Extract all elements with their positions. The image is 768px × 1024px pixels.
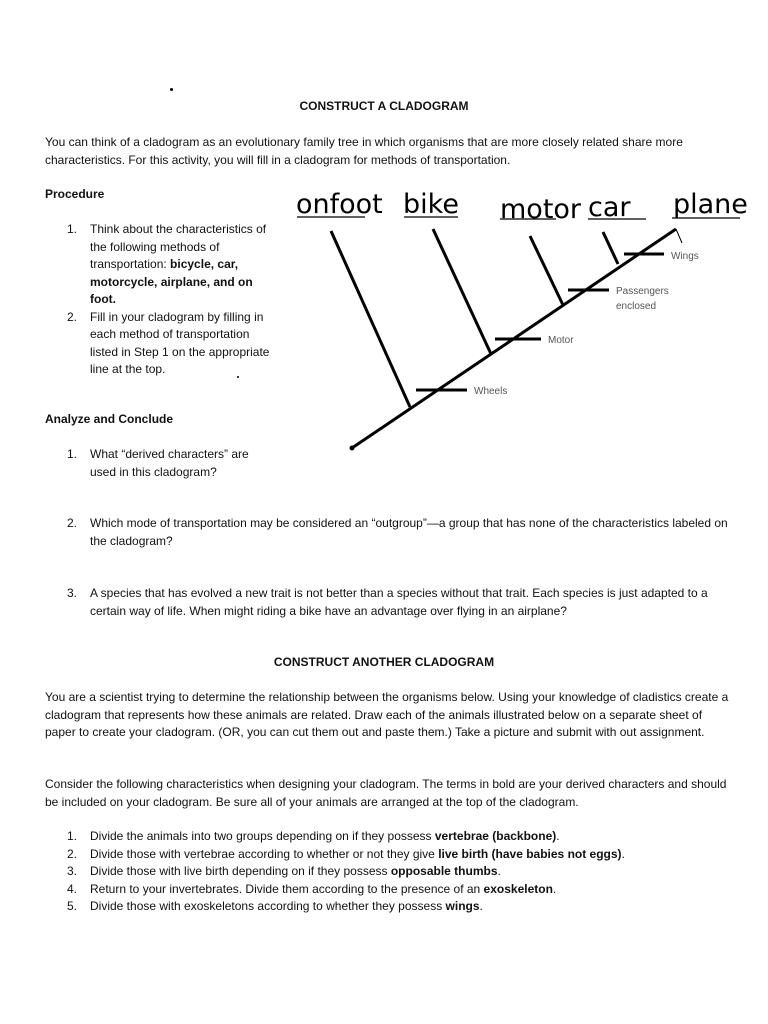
analyze-list-2 bbox=[45, 515, 735, 550]
list-text: What “derived characters” are used in this cladogram? bbox=[90, 447, 249, 479]
list-number: 3. bbox=[67, 586, 78, 600]
list-number: 1. bbox=[67, 829, 78, 843]
list-item bbox=[45, 515, 735, 550]
list-number: 2. bbox=[67, 309, 78, 324]
branch-onfoot bbox=[331, 231, 410, 407]
label-plane: plane bbox=[673, 189, 748, 220]
list-text: Which mode of transportation may be considered an “outgroup”—a group that has none of the characteristics labeled on the cladogram? bbox=[90, 516, 728, 548]
label-car: car bbox=[588, 192, 631, 223]
procedure-heading: Procedure bbox=[45, 187, 105, 201]
list-number: 5. bbox=[67, 899, 78, 913]
list-text-bold: live birth (have babies not eggs) bbox=[438, 846, 622, 861]
list-text: Divide those with live birth depending on if they possess bbox=[90, 864, 391, 878]
list-number: 2. bbox=[67, 846, 78, 861]
list-text: . bbox=[497, 864, 501, 878]
list-item bbox=[45, 898, 735, 916]
label-onfoot: onfoot bbox=[296, 189, 383, 220]
branches bbox=[331, 229, 618, 407]
list-text: . bbox=[479, 899, 483, 913]
analyze-list-3 bbox=[45, 585, 735, 620]
branch-bike bbox=[433, 229, 491, 354]
list-text: . bbox=[552, 881, 557, 896]
steps-list bbox=[45, 828, 735, 916]
list-text-bold: exoskeleton bbox=[483, 881, 553, 896]
list-number: 4. bbox=[67, 881, 78, 896]
list-item bbox=[45, 828, 735, 846]
branch-car bbox=[603, 232, 618, 264]
page-title: CONSTRUCT A CLADOGRAM bbox=[299, 99, 469, 113]
list-text: . bbox=[621, 846, 625, 861]
list-item bbox=[45, 585, 735, 620]
list-number: 1. bbox=[67, 222, 78, 236]
list-number: 2. bbox=[67, 516, 78, 530]
trait-label-line: Passengers bbox=[616, 286, 669, 297]
analyze-heading: Analyze and Conclude bbox=[45, 412, 174, 426]
label-bike: bike bbox=[403, 189, 459, 220]
trait-label-wheels: Wheels bbox=[474, 386, 508, 397]
list-text: Fill in your cladogram by filling in each method of transportation listed in Step 1 on the appropriate line at the top. bbox=[90, 309, 270, 376]
plane-tick bbox=[676, 229, 682, 243]
list-number: 3. bbox=[67, 864, 78, 878]
trait-label-wings: Wings bbox=[671, 251, 699, 262]
trait-label-line: enclosed bbox=[616, 301, 657, 312]
list-text: Return to your invertebrates. Divide them according to the presence of an bbox=[90, 881, 484, 896]
root-node bbox=[350, 446, 355, 451]
branch-motor bbox=[530, 236, 563, 305]
list-item bbox=[45, 863, 735, 881]
label-motor: motor bbox=[500, 194, 582, 225]
list-number: 1. bbox=[67, 447, 78, 461]
list-item bbox=[45, 881, 735, 899]
list-item bbox=[45, 846, 735, 864]
paragraph-characteristics: Consider the following characteristics when designing your cladogram. The terms in bold are your derived characters and should be included on your cladogram. Be sure all of your animals are arranged at the top of the cladogram. bbox=[45, 777, 727, 809]
list-text: Think about the characteristics of the following methods of transportation: bbox=[90, 222, 267, 271]
list-text: Divide the animals into two groups depending on if they possess bbox=[90, 829, 435, 843]
list-text-bold: bicycle, car, motorcycle, airplane, and on foot. bbox=[90, 257, 253, 306]
list-text: Divide those with vertebrae according to whether or not they give bbox=[90, 846, 439, 861]
list-text: Divide those with exoskeletons according to whether they possess bbox=[90, 899, 446, 913]
paragraph-instructions: You are a scientist trying to determine the relationship between the organisms below. Using your knowledge of cladistics create a cladogram that represents how these animals are related. Draw each of the animals illustrated below on a separate sheet of paper to create your cladogram. (OR, you can cut them out and paste them.) Take a picture and submit with out assignment. bbox=[45, 690, 729, 739]
section-title: CONSTRUCT ANOTHER CLADOGRAM bbox=[273, 655, 495, 669]
list-text-bold: vertebrae (backbone) bbox=[434, 829, 557, 843]
list-text: . bbox=[556, 829, 560, 843]
intro-paragraph: You can think of a cladogram as an evolutionary family tree in which organisms that are more closely related share more characteristics. For this activity, you will fill in a cladogram for methods of transportation. bbox=[45, 135, 683, 167]
list-text: A species that has evolved a new trait is not better than a species without that trait. Each species is just adapted to a certain way of life. When might riding a bike have an advantage over flying in an airplane? bbox=[90, 586, 708, 618]
cladogram-diagram bbox=[0, 0, 768, 480]
trait-label-passengers bbox=[616, 286, 669, 312]
list-text-bold: opposable thumbs bbox=[390, 864, 498, 878]
list-text-bold: wings bbox=[445, 899, 480, 913]
trait-label-motor: Motor bbox=[548, 335, 574, 346]
